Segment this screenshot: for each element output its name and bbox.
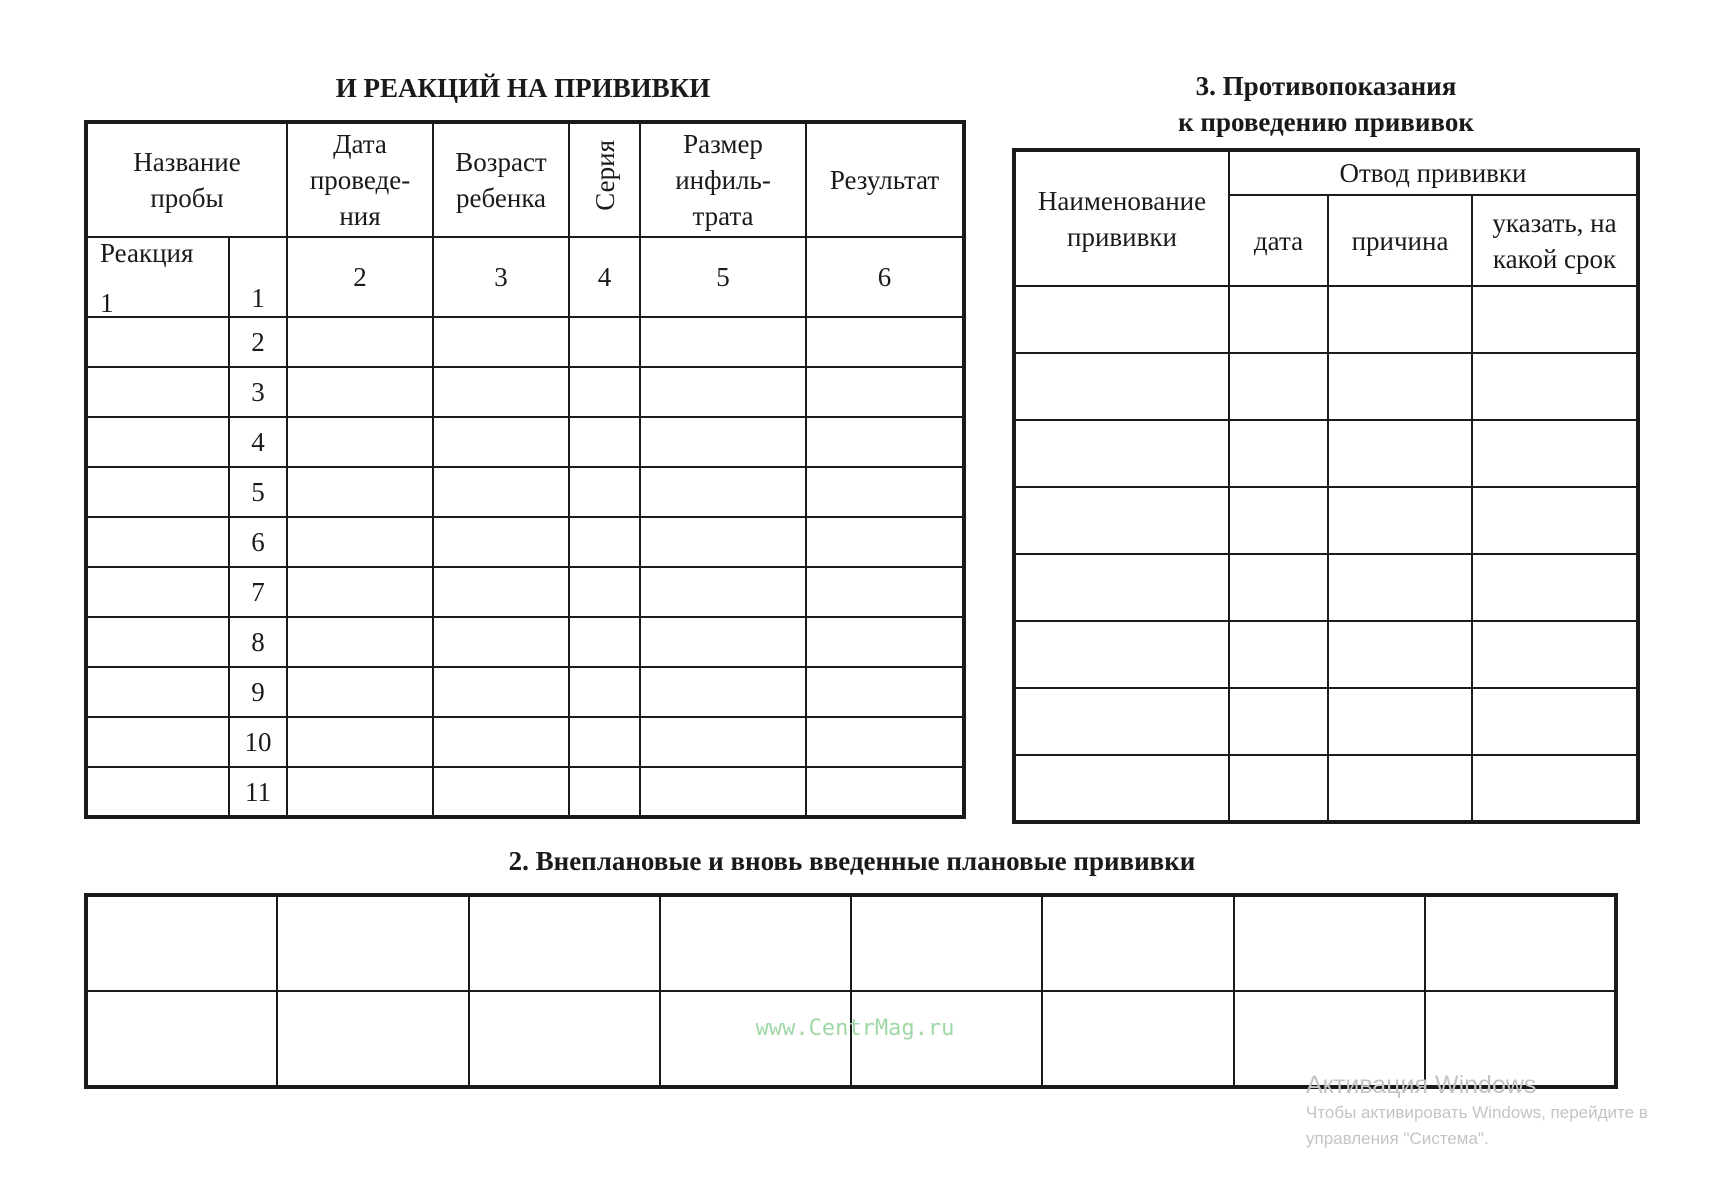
- unscheduled-vaccinations-table: [84, 893, 1618, 1089]
- row-number: 5: [251, 477, 265, 507]
- col-number-2: 2: [353, 262, 367, 292]
- table-row: [1014, 353, 1638, 420]
- reaction-label: Реакция: [100, 238, 194, 268]
- table-row: [86, 517, 964, 567]
- row-number: 9: [251, 677, 265, 707]
- header-sample-name: Название пробы: [133, 147, 241, 213]
- col-number-6: 6: [877, 262, 892, 292]
- table-row: [1014, 487, 1638, 554]
- header-date: Дата проведе- ния: [309, 129, 411, 231]
- table-row: [1014, 621, 1638, 688]
- contraindications-table: [1012, 148, 1640, 824]
- windows-activation-notice: [1306, 1070, 1648, 1152]
- col-number-4: 4: [597, 262, 612, 292]
- table-row: [1014, 554, 1638, 621]
- table2-title: 2. Внеплановые и вновь введенные плановые прививки: [508, 846, 1196, 876]
- table-row: [1014, 755, 1638, 822]
- windows-activation-line2: управления "Система".: [1306, 1129, 1489, 1148]
- table-row: [86, 317, 964, 367]
- row-number: 3: [251, 377, 265, 407]
- row-number: 10: [244, 727, 272, 757]
- header-result: Результат: [829, 165, 940, 195]
- row-number: 11: [245, 776, 271, 807]
- table-row: [86, 417, 964, 467]
- table-row: [86, 667, 964, 717]
- header-exemption-reason: причина: [1351, 225, 1449, 256]
- row-number: 2: [251, 327, 265, 357]
- col-number-1: 1: [100, 288, 114, 317]
- windows-activation-title: Активация Windows: [1306, 1071, 1537, 1099]
- row-number: 1: [251, 283, 265, 313]
- row-number: 7: [251, 577, 265, 607]
- table-row: [86, 567, 964, 617]
- row-number: 4: [251, 427, 265, 457]
- table-row: [86, 367, 964, 417]
- header-exemption-date: дата: [1253, 225, 1304, 256]
- header-series: Серия: [589, 140, 620, 211]
- header-vaccination-name: Наименование прививки: [1037, 185, 1207, 252]
- windows-activation-line1: Чтобы активировать Windows, перейдите в: [1306, 1103, 1648, 1122]
- header-infiltrate-size: Размер инфиль- трата: [675, 129, 771, 231]
- table-row: [86, 767, 964, 817]
- col-number-5: 5: [716, 262, 730, 292]
- watermark: www.CentrMag.ru: [755, 1016, 955, 1041]
- table-row: [1014, 286, 1638, 353]
- col-number-3: 3: [494, 262, 508, 292]
- table-row: [1014, 688, 1638, 755]
- table-row: [86, 895, 1616, 991]
- table-row: [1014, 420, 1638, 487]
- header-exemption-term: указать, на какой срок: [1492, 207, 1617, 274]
- reactions-table: [84, 120, 966, 819]
- header-exemption: Отвод прививки: [1339, 158, 1527, 188]
- table-row: [86, 717, 964, 767]
- table1-title: И РЕАКЦИЙ НА ПРИВИВКИ: [335, 73, 711, 103]
- row-number: 8: [251, 627, 265, 657]
- table3-title: 3. Противопоказания к проведению прививок: [1178, 71, 1474, 137]
- table-row: [86, 617, 964, 667]
- row-number: 6: [251, 527, 265, 557]
- table-row: [86, 467, 964, 517]
- header-child-age: Возраст ребенка: [455, 147, 547, 213]
